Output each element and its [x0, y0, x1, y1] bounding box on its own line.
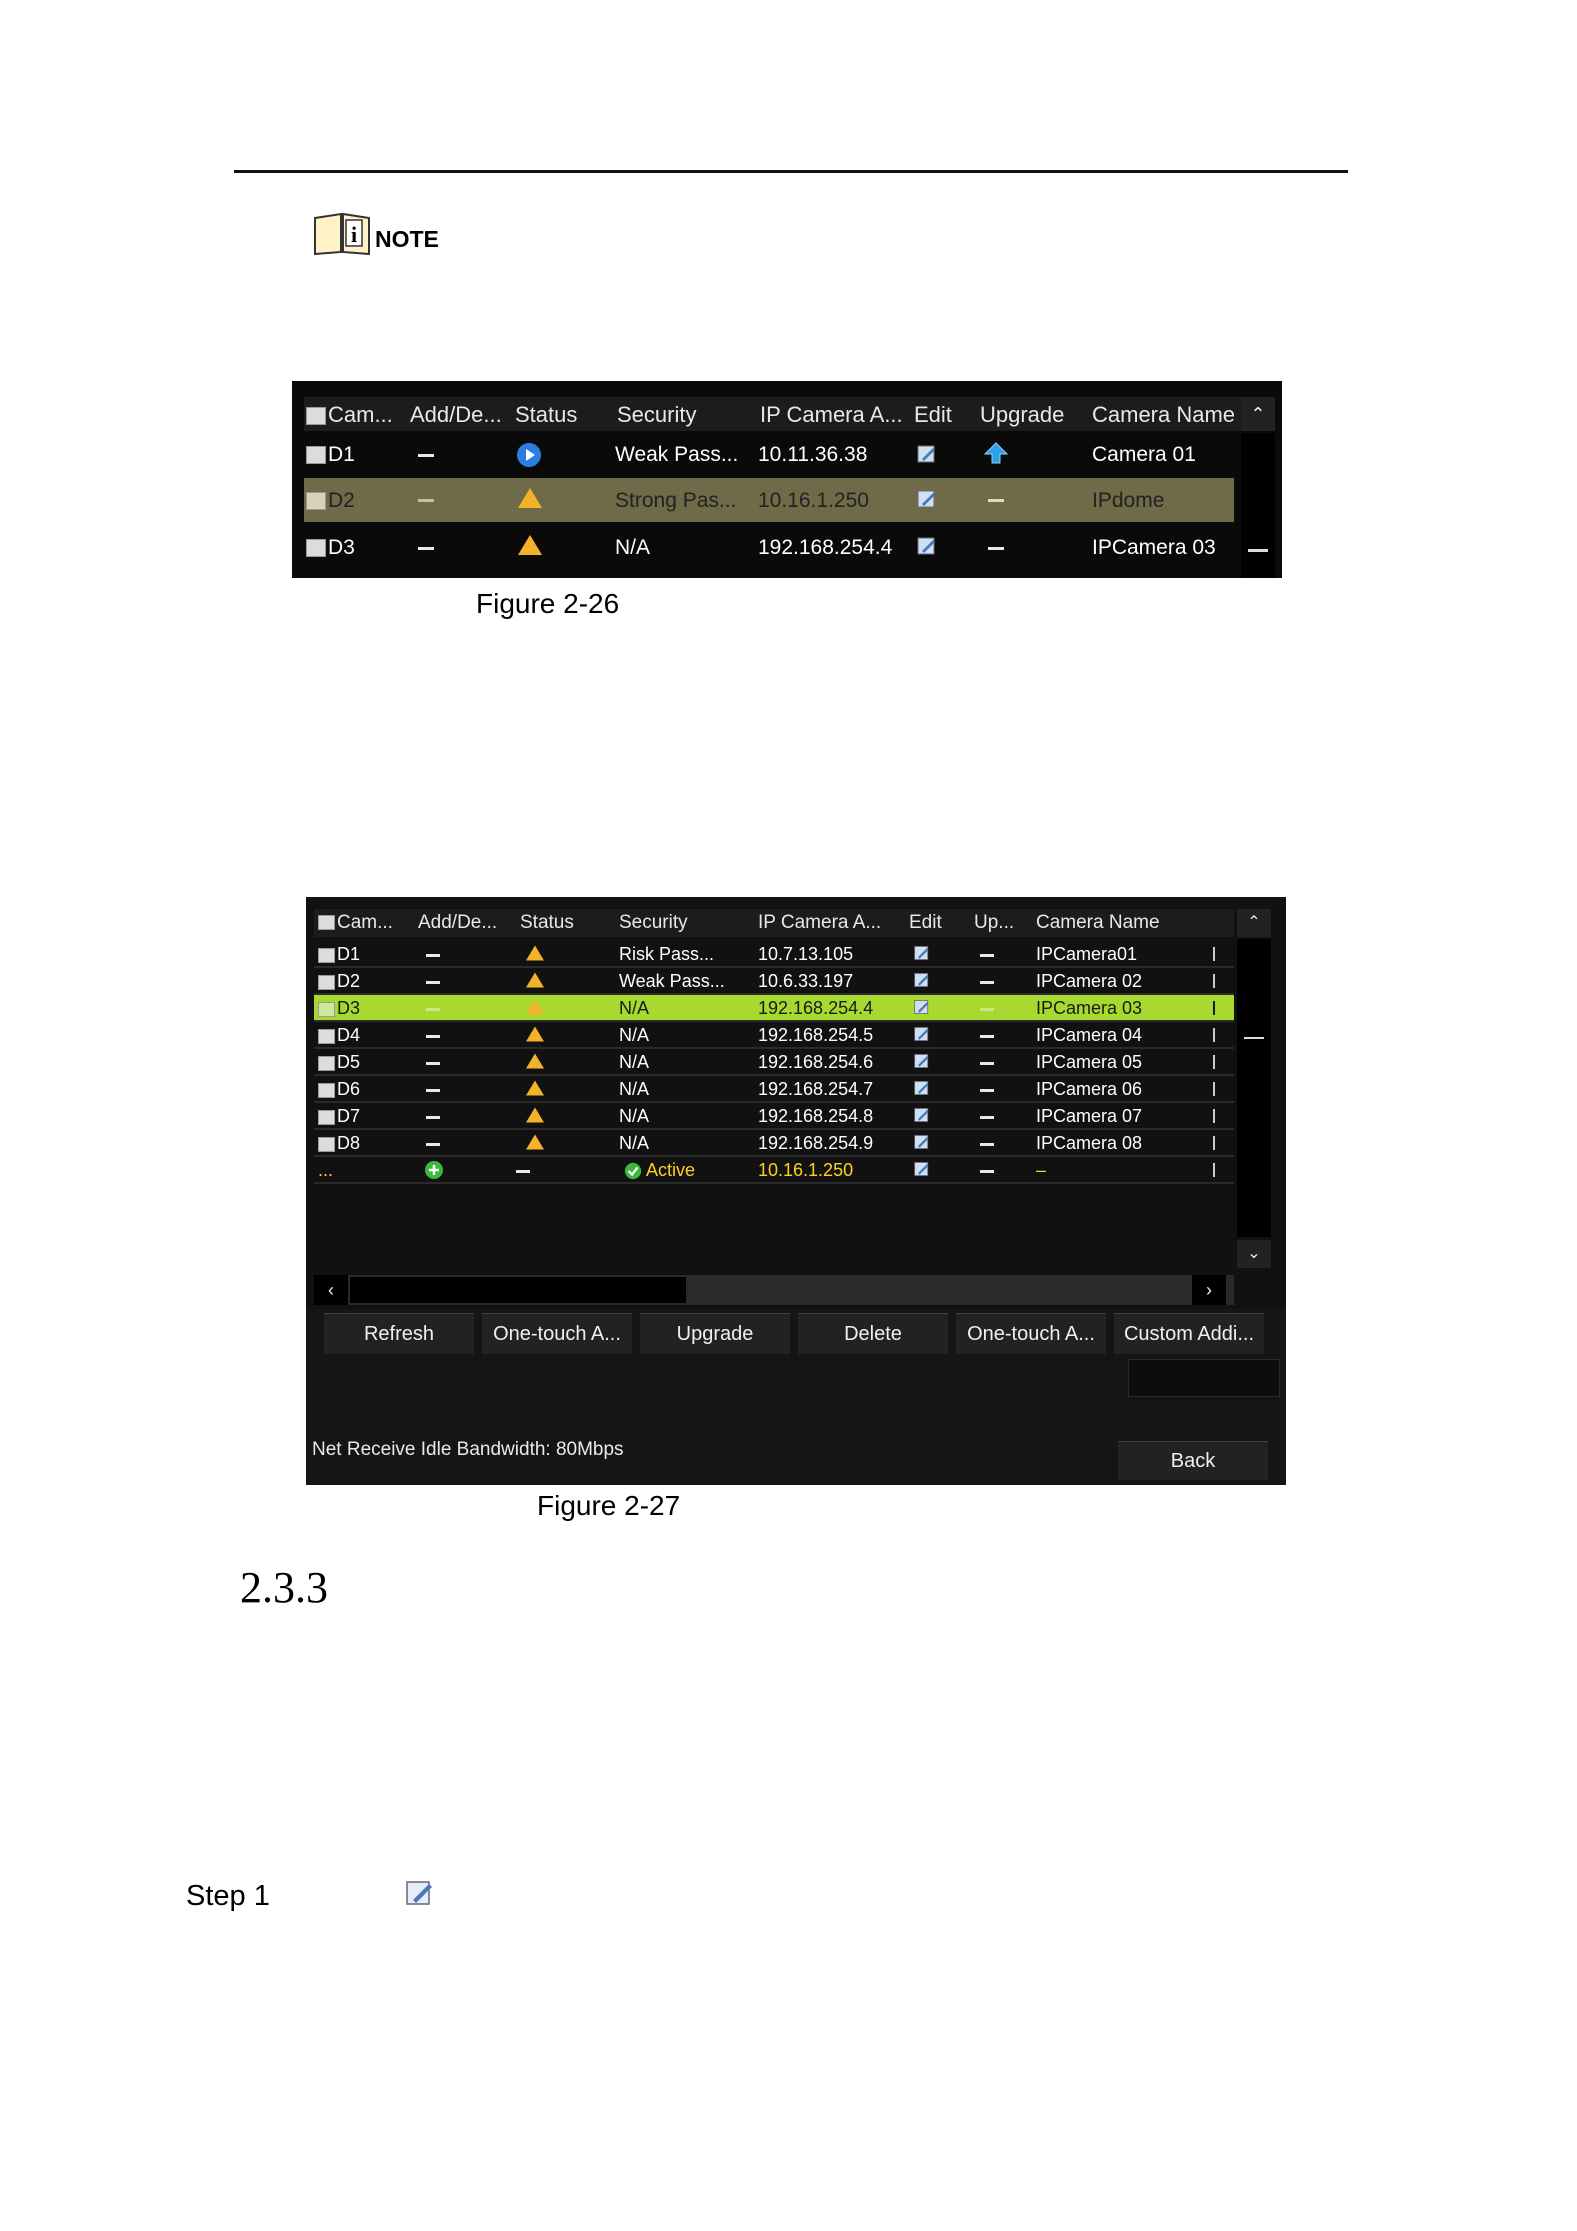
col-upgrade[interactable]: Upgrade [980, 402, 1065, 427]
col-status[interactable]: Status [515, 402, 578, 427]
edit-icon [405, 1878, 435, 1908]
truncated-column-marker [1213, 1055, 1215, 1069]
row-ip: 10.16.1.250 [758, 1160, 854, 1180]
truncated-column-marker [1213, 947, 1215, 961]
edit-icon[interactable] [913, 971, 931, 994]
row-security: Weak Pass... [619, 971, 725, 991]
figure-2-26-screenshot [292, 381, 1282, 578]
row-security: N/A [619, 1106, 650, 1126]
add-icon[interactable] [424, 1160, 444, 1185]
upgrade-dash [980, 1079, 994, 1100]
scrollbar-track[interactable] [1237, 939, 1271, 1237]
upgrade-button[interactable]: Upgrade [640, 1313, 790, 1354]
row-camera-label: D1 [337, 944, 361, 964]
upgrade-dash [988, 536, 1004, 560]
scroll-down-button[interactable]: ⌄ [1237, 1240, 1271, 1268]
figure-caption: Figure 2-26 [476, 588, 620, 619]
add-delete-dash [426, 1079, 440, 1100]
upgrade-dash [980, 971, 994, 992]
warning-icon [524, 1025, 546, 1048]
row-camera-label: D7 [337, 1106, 361, 1126]
row-ip: 192.168.254.8 [758, 1106, 874, 1126]
status-dash [516, 1160, 530, 1181]
row-name: IPCamera 03 [1092, 536, 1216, 559]
header-rule [234, 170, 1348, 173]
row-camera [318, 1025, 414, 1046]
figure-2-27-screenshot [306, 897, 1286, 1485]
scroll-up-button[interactable]: ⌃ [1237, 909, 1271, 937]
row-security [624, 1160, 754, 1181]
row-security: N/A [619, 1052, 650, 1072]
row-ip: 192.168.254.5 [758, 1025, 874, 1045]
scroll-right-button[interactable]: › [1192, 1275, 1226, 1305]
edit-icon[interactable] [916, 443, 938, 471]
row-camera: D1 [306, 443, 355, 467]
col-status[interactable]: Status [520, 912, 574, 933]
row-camera [318, 1133, 414, 1154]
upgrade-dash [980, 1106, 994, 1127]
scroll-up-button[interactable]: ⌃ [1241, 397, 1275, 431]
row-camera-label: D4 [337, 1025, 361, 1045]
col-camera[interactable]: Cam... [318, 912, 408, 934]
upgrade-dash [980, 1025, 994, 1046]
row-name: IPdome [1092, 489, 1165, 512]
row-camera [318, 1052, 414, 1073]
row-ip: 10.11.36.38 [758, 443, 868, 466]
row-name: IPCamera 06 [1036, 1079, 1143, 1099]
col-security[interactable]: Security [617, 402, 697, 427]
warning-icon [524, 1052, 546, 1075]
row-camera [318, 1079, 414, 1100]
note-label: NOTE [375, 225, 439, 252]
custom-adding-button[interactable]: Custom Addi... [1114, 1313, 1264, 1354]
truncated-column-marker [1213, 1082, 1215, 1096]
edit-icon[interactable] [913, 1106, 931, 1129]
row-name: IPCamera01 [1036, 944, 1138, 964]
row-camera-label: D8 [337, 1133, 361, 1153]
col-ip-address[interactable]: IP Camera A... [758, 912, 882, 933]
row-security: Strong Pas... [615, 489, 737, 512]
edit-icon[interactable] [913, 1160, 931, 1183]
add-delete-dash [426, 1106, 440, 1127]
row-security: N/A [619, 1079, 650, 1099]
add-delete-dash [426, 1052, 440, 1073]
row-ip: 10.7.13.105 [758, 944, 854, 964]
col-camera-name[interactable]: Camera Name [1092, 402, 1236, 427]
warning-icon [524, 1079, 546, 1102]
row-ip: 192.168.254.9 [758, 1133, 874, 1153]
col-add-delete[interactable]: Add/De... [410, 402, 502, 427]
status-box [1128, 1359, 1280, 1397]
add-delete-dash [426, 944, 440, 965]
row-ip: 192.168.254.4 [758, 536, 893, 559]
add-delete-dash [418, 443, 434, 467]
row-camera [318, 971, 414, 992]
row-camera-label: D6 [337, 1079, 361, 1099]
delete-button[interactable]: Delete [798, 1313, 948, 1354]
edit-icon[interactable] [913, 944, 931, 967]
truncated-column-marker [1213, 974, 1215, 988]
edit-icon[interactable] [913, 998, 931, 1021]
row-security: N/A [619, 998, 650, 1018]
edit-icon[interactable] [913, 1133, 931, 1156]
scrollbar-thumb[interactable] [1244, 1037, 1264, 1039]
row-name: IPCamera 07 [1036, 1106, 1143, 1126]
edit-icon[interactable] [913, 1052, 931, 1075]
row-ip: 192.168.254.6 [758, 1052, 874, 1072]
row-camera-label: D3 [337, 998, 361, 1018]
truncated-column-marker [1213, 1001, 1215, 1015]
warning-icon [524, 1106, 546, 1129]
row-camera: D2 [306, 489, 355, 513]
warning-icon [524, 998, 546, 1021]
refresh-button[interactable]: Refresh [324, 1313, 474, 1354]
back-button[interactable]: Back [1118, 1441, 1268, 1480]
edit-icon[interactable] [916, 535, 938, 563]
col-edit[interactable]: Edit [914, 402, 952, 427]
upgrade-dash [980, 998, 994, 1019]
scrollbar-thumb[interactable] [1248, 549, 1268, 552]
upgrade-dash [980, 1133, 994, 1154]
row-name: IPCamera 04 [1036, 1025, 1143, 1045]
row-name: Camera 01 [1092, 443, 1196, 466]
scroll-left-button[interactable]: ‹ [314, 1275, 348, 1305]
upgrade-dash [980, 1160, 994, 1181]
row-security: N/A [619, 1133, 650, 1153]
row-security: Weak Pass... [615, 443, 739, 466]
row-security: N/A [615, 536, 651, 559]
row-name: – [1036, 1160, 1047, 1180]
warning-icon [516, 486, 544, 516]
row-name: IPCamera 08 [1036, 1133, 1143, 1153]
row-camera [318, 944, 414, 965]
warning-icon [516, 533, 544, 563]
play-status-icon [516, 442, 542, 474]
col-camera-name[interactable]: Camera Name [1036, 912, 1160, 933]
scrollbar-track[interactable] [1241, 433, 1275, 578]
truncated-column-marker [1213, 1109, 1215, 1123]
row-security: N/A [619, 1025, 650, 1045]
row-camera [318, 998, 414, 1019]
row-camera-label: ... [318, 1160, 334, 1180]
row-ip: 192.168.254.7 [758, 1079, 874, 1099]
edit-icon[interactable] [913, 1025, 931, 1048]
col-security[interactable]: Security [619, 912, 688, 933]
col-upgrade[interactable]: Up... [974, 912, 1015, 933]
edit-icon[interactable] [913, 1079, 931, 1102]
bandwidth-status: Net Receive Idle Bandwidth: 80Mbps [312, 1439, 624, 1460]
add-delete-dash [426, 1025, 440, 1046]
row-security: Risk Pass... [619, 944, 715, 964]
horizontal-scroll-thumb[interactable] [350, 1277, 686, 1303]
truncated-column-marker [1213, 1163, 1215, 1177]
upgrade-dash [980, 1052, 994, 1073]
add-delete-dash [426, 971, 440, 992]
col-edit[interactable]: Edit [909, 912, 942, 933]
add-delete-dash [426, 1133, 440, 1154]
upgrade-dash [980, 944, 994, 965]
one-touch-add-button[interactable]: One-touch A... [956, 1313, 1106, 1354]
row-name: IPCamera 03 [1036, 998, 1143, 1018]
row-camera-label: D2 [337, 971, 361, 991]
edit-icon[interactable] [916, 488, 938, 516]
col-camera[interactable]: Cam... [306, 402, 394, 428]
upgrade-arrow-icon[interactable] [983, 441, 1009, 473]
section-number: 2.3.3 [240, 1563, 328, 1612]
row-name: IPCamera 02 [1036, 971, 1143, 991]
truncated-column-marker [1213, 1136, 1215, 1150]
row-ip: 10.6.33.197 [758, 971, 854, 991]
warning-icon [524, 944, 546, 967]
add-delete-dash [426, 998, 440, 1019]
active-label: Active [646, 1160, 696, 1180]
warning-icon [524, 971, 546, 994]
row-ip: 192.168.254.4 [758, 998, 874, 1018]
col-ip-address[interactable]: IP Camera A... [760, 402, 903, 427]
add-delete-dash [418, 536, 434, 560]
one-touch-activate-button[interactable]: One-touch A... [482, 1313, 632, 1354]
upgrade-dash [988, 488, 1004, 512]
row-camera-label: D5 [337, 1052, 361, 1072]
figure-caption: Figure 2-27 [537, 1490, 681, 1521]
note-callout [313, 212, 439, 256]
add-delete-dash [418, 488, 434, 512]
truncated-column-marker [1213, 1028, 1215, 1042]
svg-text:i: i [350, 222, 358, 247]
row-ip: 10.16.1.250 [758, 489, 869, 512]
row-camera: D3 [306, 536, 355, 560]
row-divider [314, 1182, 1234, 1184]
row-name: IPCamera 05 [1036, 1052, 1143, 1072]
row-camera [318, 1160, 414, 1181]
info-book-icon [313, 212, 371, 256]
warning-icon [524, 1133, 546, 1156]
row-camera [318, 1106, 414, 1127]
col-add-delete[interactable]: Add/De... [418, 912, 498, 933]
step-label: Step 1 [186, 1880, 270, 1912]
